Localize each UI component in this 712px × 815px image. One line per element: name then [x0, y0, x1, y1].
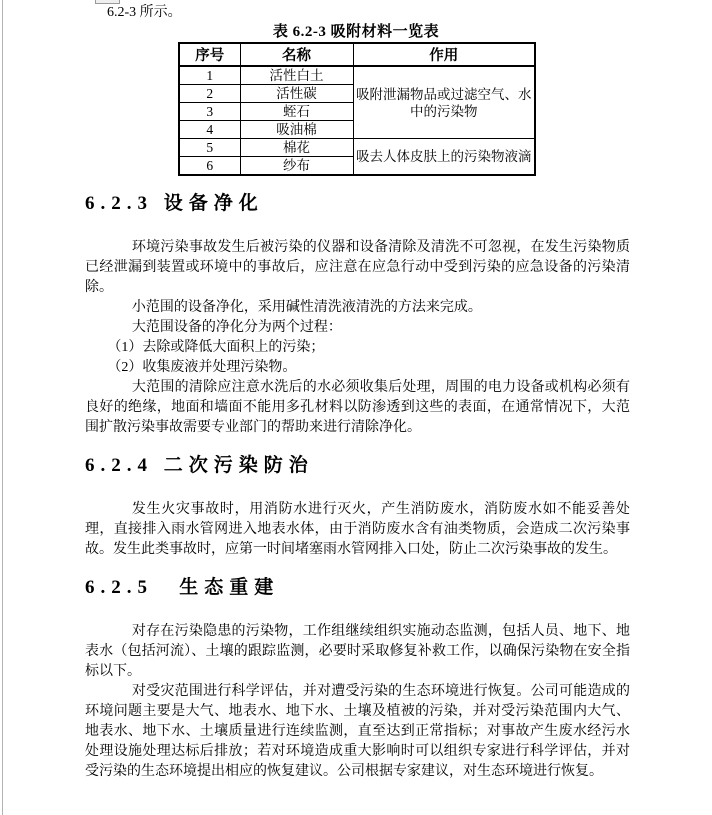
- paragraph: 大范围设备的净化分为两个过程：: [131, 320, 342, 335]
- paragraph: 对存在污染隐患的污染物，工作组继续组织实施动态监测，包括人员、地下、地表水（包括河流）、土壤的跟踪监测，必要时采取修复补救工作，以确保污染物在安全指标以下。: [85, 624, 630, 679]
- adsorption-table-block: [178, 23, 534, 176]
- header-no: 序号: [179, 43, 240, 66]
- row-no-cell: 3: [179, 103, 240, 121]
- section-heading: 6.2.5 生态重建: [85, 577, 280, 598]
- section-heading: 6.2.3 设备净化: [85, 193, 264, 214]
- row-no-cell: 2: [179, 85, 240, 103]
- paragraph: 对受灾范围进行科学评估，并对遭受污染的生态环境进行恢复。公司可能造成的环境问题主要是大气、地表水、地下水、土壤及植被的污染，并对受污染范围内大气、地表水、地下水、土壤质量进行连续监测，直至达到正常指标；对事故产生废水经污水处理设施处理达标后排放；若对环境造成重大影响时可以组织专家进行科学评估，并对受污染的生态环境提出相应的恢复建议。公司根据专家建议，对生态环境进行恢复。: [85, 684, 630, 779]
- paragraph-list-item: （1）去除或降低大面积上的污染；: [107, 340, 325, 355]
- adsorption-materials-table: [178, 42, 536, 176]
- row-name-cell: 活性碳: [240, 85, 353, 103]
- page-left-edge-line: [2, 0, 3, 815]
- paragraph: 大范围的清除应注意水洗后的水必须收集后处理，周围的电力设备或机构必须有良好的绝缘，地面和墙面不能用多孔材料以防渗透到这些的表面，在通常情况下，大范围扩散污染事故需要专业部门的帮助来进行清除净化。: [85, 380, 630, 435]
- paragraph: 环境污染事故发生后被污染的仪器和设备清除及清洗不可忽视，在发生污染物质已经泄漏到装置或环境中的事故后，应注意在应急行动中受到污染的应急设备的污染清除。: [85, 240, 630, 295]
- paragraph-list-item: （2）收集废液并处理污染物。: [107, 360, 297, 375]
- table-row: [179, 139, 535, 157]
- row-no-cell: 6: [179, 157, 240, 176]
- section-secondary-pollution-prevention: [85, 454, 630, 560]
- table-row: [179, 66, 535, 85]
- row-no-cell: 5: [179, 139, 240, 157]
- header-effect: 作用: [353, 43, 535, 66]
- row-no-cell: 1: [179, 66, 240, 85]
- section-ecological-reconstruction: [85, 576, 630, 782]
- row-name-cell: 纱布: [240, 157, 353, 176]
- row-name-cell: 棉花: [240, 139, 353, 157]
- row-name-cell: 蛭石: [240, 103, 353, 121]
- table-caption: 表 6.2-3 吸附材料一览表: [272, 24, 440, 40]
- row-name-cell: 吸油棉: [240, 121, 353, 139]
- row-no-cell: 4: [179, 121, 240, 139]
- section-heading: 6.2.4 二次污染防治: [85, 455, 314, 476]
- continuation-text: 6.2-3 所示。: [107, 5, 182, 20]
- paragraph: 小范围的设备净化，采用碱性清洗液清洗的方法来完成。: [131, 300, 482, 315]
- header-name: 名称: [240, 43, 353, 66]
- effect-cell-merged-1: 吸附泄漏物品或过滤空气、水中的污染物: [353, 66, 535, 139]
- table-header-row: [179, 43, 535, 66]
- page-content: [85, 3, 630, 782]
- effect-cell-merged-2: 吸去人体皮肤上的污染物液滴: [353, 139, 535, 176]
- paragraph: 发生火灾事故时，用消防水进行灭火，产生消防废水，消防废水如不能妥善处理，直接排入雨水管网进入地表水体，由于消防废水含有油类物质，会造成二次污染事故。发生此类事故时，应第一时间堵塞雨水管网排入口处，防止二次污染事故的发生。: [85, 502, 630, 557]
- section-equipment-purification: [85, 192, 630, 438]
- row-name-cell: 活性白土: [240, 66, 353, 85]
